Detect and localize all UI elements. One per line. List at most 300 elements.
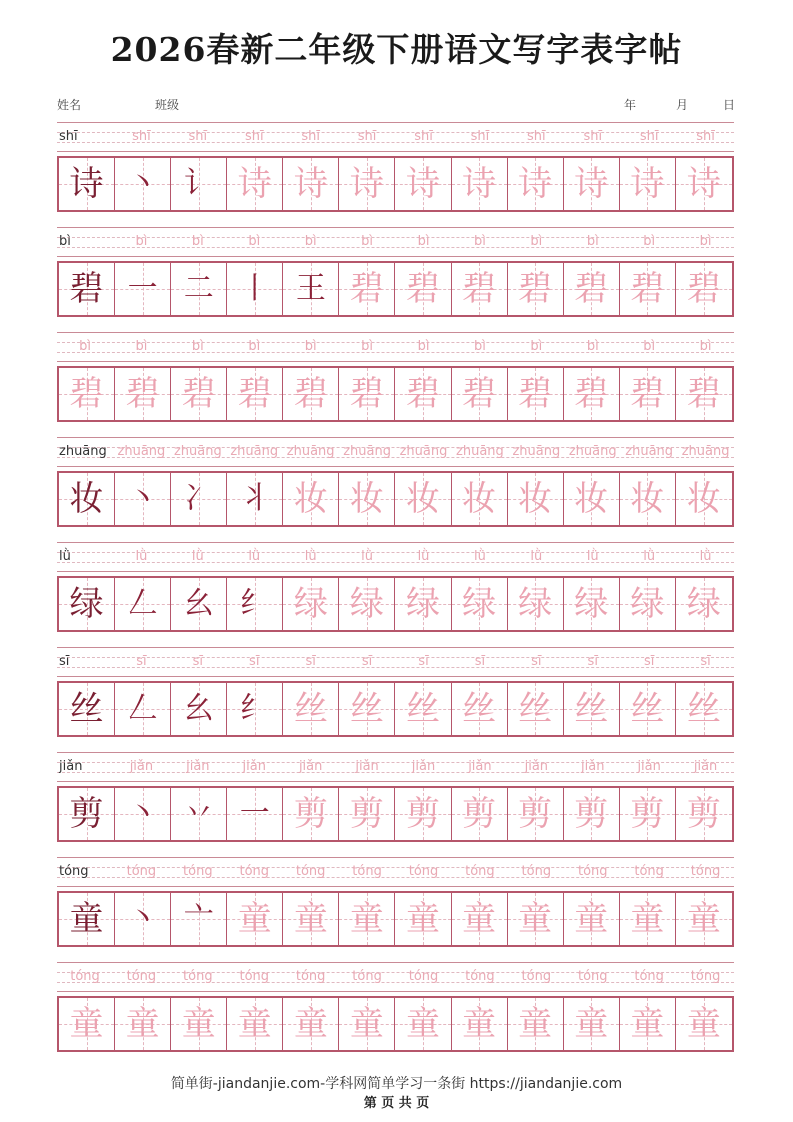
practice-character: 绿 [406,584,440,624]
practice-character: 剪 [406,794,440,834]
pinyin-label: sī [192,654,204,669]
grid-cell[interactable] [339,158,395,210]
grid-cell[interactable] [59,788,115,840]
grid-cell[interactable] [620,158,676,210]
practice-block [57,855,734,960]
pinyin-label: zhuāng [399,444,448,459]
practice-character: 童 [518,899,553,939]
pinyin-label: lǜ [586,549,599,564]
practice-character: 剪 [574,794,609,834]
character-grid-row [57,891,734,947]
practice-character: 童 [686,1004,721,1044]
pinyin-label: bì [304,339,317,354]
practice-character: 剪 [349,794,384,834]
practice-character: 妆 [406,479,440,519]
pinyin-label: tóng [634,864,664,879]
practice-character: 童 [125,1004,160,1044]
practice-character: 诗 [686,164,721,204]
pinyin-label: shī [59,129,78,144]
pinyin-label: shī [301,129,320,144]
practice-character: 童 [349,899,384,939]
pinyin-label: lǜ [643,549,656,564]
practice-character: 诗 [293,164,328,204]
practice-character: 丶 [127,166,158,201]
grid-cell[interactable] [508,998,564,1050]
practice-character: 碧 [518,269,553,309]
practice-character: 剪 [462,794,497,834]
pinyin-label: bì [586,234,599,249]
grid-cell[interactable] [115,998,171,1050]
grid-cell[interactable] [339,998,395,1050]
character-grid-row [57,156,734,212]
pinyin-guide-line [57,227,734,228]
pinyin-label: sī [474,654,486,669]
grid-cell[interactable] [115,683,171,735]
practice-character: 剪 [518,794,553,834]
grid-cell[interactable] [171,263,227,315]
practice-character: 碧 [237,374,272,414]
grid-cell[interactable] [227,998,283,1050]
grid-cell[interactable] [227,683,283,735]
pinyin-label: bì [473,339,486,354]
grid-cell[interactable] [283,263,339,315]
practice-character: 绿 [293,584,328,624]
practice-character: 诗 [462,164,497,204]
pinyin-label: lǜ [135,549,148,564]
pinyin-label: bì [643,234,656,249]
pinyin-label: sī [418,654,429,669]
grid-cell[interactable] [395,578,451,630]
grid-cell[interactable] [508,893,564,945]
grid-cell[interactable] [676,368,732,420]
practice-block [57,120,734,225]
practice-character: 剪 [686,794,721,834]
pinyin-row [57,540,734,572]
practice-character: 剪 [293,794,328,834]
grid-cell[interactable] [620,263,676,315]
practice-character: 碧 [293,374,328,414]
pinyin-label: lǜ [699,549,712,564]
pinyin-guide-line [57,781,734,782]
grid-cell[interactable] [452,473,508,525]
pinyin-row [57,750,734,782]
grid-cell[interactable] [452,998,508,1050]
pinyin-label: shī [132,129,151,144]
grid-cell[interactable] [339,578,395,630]
pinyin-label: bì [699,234,712,249]
grid-cell[interactable] [115,578,171,630]
pinyin-guide-line [57,361,734,362]
practice-character: 诗 [630,164,665,204]
grid-cell[interactable] [676,158,732,210]
practice-character: 诗 [349,164,384,204]
grid-cell[interactable] [283,473,339,525]
pinyin-label: jiǎn [637,759,661,774]
grid-cell[interactable] [115,473,171,525]
pinyin-label: bì [135,339,148,354]
pinyin-label: sī [136,654,147,669]
grid-cell[interactable] [171,893,227,945]
grid-cell[interactable] [676,893,732,945]
grid-cell[interactable] [452,788,508,840]
pinyin-label: jiǎn [242,759,266,774]
pinyin-label: tóng [352,969,382,984]
practice-block [57,225,734,330]
grid-cell[interactable] [676,263,732,315]
grid-cell[interactable] [564,368,620,420]
grid-cell[interactable] [564,263,620,315]
practice-character: 一 [127,271,158,306]
grid-cell[interactable] [452,158,508,210]
pinyin-label: sī [700,654,711,669]
practice-character: 丝 [686,689,721,729]
pinyin-guide-line [57,886,734,887]
character-grid-row [57,681,734,737]
pinyin-label: jiǎn [524,759,549,774]
practice-character: 丝 [518,689,553,729]
practice-character: 丶 [127,481,158,516]
practice-character: 绿 [686,584,721,624]
grid-cell[interactable] [564,683,620,735]
pinyin-label: lǜ [59,549,71,564]
grid-cell[interactable] [676,683,732,735]
pinyin-label: shī [527,129,546,144]
grid-cell[interactable] [395,368,451,420]
pinyin-label: tóng [183,864,213,879]
grid-cell[interactable] [283,368,339,420]
pinyin-row [57,855,734,887]
pinyin-label: jiǎn [411,759,436,774]
pinyin-label: tóng [59,864,89,879]
grid-cell[interactable] [395,998,451,1050]
practice-character: 碧 [518,374,553,414]
grid-cell[interactable] [59,368,115,420]
grid-cell[interactable] [171,368,227,420]
pinyin-guide-line [57,752,734,753]
practice-character: 绿 [574,584,609,624]
pinyin-guide-line [57,151,734,152]
grid-cell[interactable] [508,683,564,735]
grid-cell[interactable] [395,473,451,525]
practice-character: 碧 [406,269,440,309]
pinyin-label: zhuāng [568,444,617,459]
grid-cell[interactable] [620,578,676,630]
character-grid-row [57,366,734,422]
practice-character: 童 [181,1004,216,1044]
practice-character: 妆 [686,479,721,519]
pinyin-label: tóng [634,969,664,984]
grid-cell[interactable] [452,683,508,735]
grid-cell[interactable] [339,788,395,840]
grid-cell[interactable] [227,368,283,420]
grid-cell[interactable] [283,683,339,735]
grid-cell[interactable] [564,158,620,210]
pinyin-guide-line [57,676,734,677]
grid-cell[interactable] [59,893,115,945]
pinyin-label: bì [59,234,71,249]
grid-cell[interactable] [283,893,339,945]
grid-cell[interactable] [59,683,115,735]
grid-cell[interactable] [227,158,283,210]
pinyin-label: sī [643,654,655,669]
pinyin-label: tóng [183,969,213,984]
practice-character: 碧 [574,269,609,309]
pinyin-label: bì [79,339,91,354]
info-row [57,96,737,114]
practice-character: 妆 [69,479,104,519]
pinyin-label: tóng [577,864,608,879]
practice-character: 丨 [239,271,270,306]
practice-character: 碧 [406,374,440,414]
grid-cell[interactable] [452,578,508,630]
pinyin-label: tóng [577,969,608,984]
practice-character: 童 [293,1004,328,1044]
practice-character: 诗 [69,164,104,204]
pinyin-label: lǜ [191,549,204,564]
practice-character: 王 [295,271,326,306]
day-label: 日 [723,98,736,112]
pinyin-label: shī [583,129,603,144]
grid-cell[interactable] [508,788,564,840]
grid-cell[interactable] [508,578,564,630]
pinyin-guide-line [57,332,734,333]
grid-cell[interactable] [283,158,339,210]
grid-cell[interactable] [676,473,732,525]
footer-credit: 简单街-jiandanjie.com-学科网简单学习一条街 https://jiandanjie.com [170,1076,623,1092]
grid-cell[interactable] [171,578,227,630]
grid-cell[interactable] [171,473,227,525]
grid-cell[interactable] [227,578,283,630]
pinyin-label: bì [699,339,712,354]
grid-cell[interactable] [59,578,115,630]
pinyin-label: bì [586,339,599,354]
pinyin-label: jiǎn [581,759,605,774]
grid-cell[interactable] [115,893,171,945]
pinyin-label: jiǎn [355,759,379,774]
grid-cell[interactable] [227,893,283,945]
pinyin-label: sī [59,654,70,669]
practice-character: 童 [237,899,272,939]
grid-cell[interactable] [620,368,676,420]
practice-character: 绿 [630,584,665,624]
practice-character: 碧 [630,269,665,309]
grid-cell[interactable] [115,158,171,210]
practice-character: 丝 [69,689,104,729]
grid-cell[interactable] [115,368,171,420]
month-label: 月 [676,98,689,112]
pinyin-label: tóng [352,864,382,879]
grid-cell[interactable] [564,578,620,630]
grid-cell[interactable] [283,998,339,1050]
grid-cell[interactable] [171,158,227,210]
grid-cell[interactable] [59,998,115,1050]
practice-character: 丝 [630,689,665,729]
practice-character: 童 [462,1004,497,1044]
pinyin-label: tóng [521,864,552,879]
pinyin-label: jiǎn [186,759,210,774]
practice-character: 剪 [630,794,665,834]
year-label: 年 [624,98,637,112]
pinyin-label: lǜ [530,549,543,564]
practice-character: 妆 [518,479,553,519]
pinyin-label: bì [304,234,317,249]
grid-cell[interactable] [171,788,227,840]
grid-cell[interactable] [283,788,339,840]
pinyin-label: zhuāng [512,444,561,459]
grid-cell[interactable] [227,788,283,840]
grid-cell[interactable] [115,788,171,840]
grid-cell[interactable] [508,368,564,420]
practice-character: 丝 [293,689,328,729]
pinyin-label: zhuāng [456,444,504,459]
grid-cell[interactable] [620,998,676,1050]
pinyin-row [57,645,734,677]
grid-cell[interactable] [564,788,620,840]
grid-cell[interactable] [620,893,676,945]
practice-character: 一 [239,796,270,831]
practice-character: 童 [574,899,609,939]
pinyin-row [57,330,734,362]
grid-cell[interactable] [620,683,676,735]
practice-character: 碧 [686,374,721,414]
grid-cell[interactable] [339,893,395,945]
pinyin-guide-line [57,122,734,123]
grid-cell[interactable] [115,263,171,315]
grid-cell[interactable] [227,473,283,525]
practice-character: 幺 [183,586,214,621]
pinyin-label: bì [643,339,656,354]
grid-cell[interactable] [676,578,732,630]
pinyin-label: tóng [295,864,326,879]
grid-cell[interactable] [171,683,227,735]
pinyin-label: tóng [295,969,326,984]
pinyin-label: lǜ [304,549,317,564]
grid-cell[interactable] [452,368,508,420]
practice-character: 童 [630,899,665,939]
pinyin-label: jiǎn [59,759,83,774]
pinyin-guide-line [57,437,734,438]
grid-cell[interactable] [171,998,227,1050]
grid-cell[interactable] [676,998,732,1050]
grid-cell[interactable] [227,263,283,315]
grid-cell[interactable] [620,473,676,525]
grid-cell[interactable] [339,683,395,735]
grid-cell[interactable] [339,368,395,420]
practice-character: 碧 [69,374,104,414]
grid-cell[interactable] [59,158,115,210]
pinyin-label: zhuāng [286,444,335,459]
pinyin-label: lǜ [361,549,373,564]
practice-character: 妆 [630,479,665,519]
grid-cell[interactable] [452,263,508,315]
pinyin-label: bì [530,339,543,354]
grid-cell[interactable] [508,473,564,525]
grid-cell[interactable] [564,893,620,945]
pinyin-label: tóng [465,969,495,984]
pinyin-label: lǜ [248,549,261,564]
grid-cell[interactable] [395,788,451,840]
pinyin-label: shī [357,129,377,144]
grid-cell[interactable] [339,473,395,525]
pinyin-label: zhuāng [117,444,166,459]
practice-character: 童 [349,1004,384,1044]
practice-character: 诗 [518,164,553,204]
pinyin-label: shī [188,129,208,144]
grid-cell[interactable] [564,473,620,525]
pinyin-label: lǜ [417,549,430,564]
practice-character: 碧 [125,374,160,414]
practice-block [57,645,734,750]
practice-character: 碧 [630,374,665,414]
pinyin-label: bì [248,339,261,354]
grid-cell[interactable] [59,473,115,525]
pinyin-label: bì [191,234,204,249]
pinyin-guide-line [57,466,734,467]
pinyin-label: tóng [408,969,439,984]
character-grid-row [57,261,734,317]
practice-character: 幺 [183,691,214,726]
pinyin-row [57,960,734,992]
grid-cell[interactable] [339,263,395,315]
practice-character: 丷 [183,796,214,831]
practice-character: 剪 [69,794,104,834]
practice-character: 童 [293,899,328,939]
practice-character: 诗 [406,164,440,204]
practice-character: 亠 [183,901,214,936]
grid-cell[interactable] [395,893,451,945]
grid-cell[interactable] [395,263,451,315]
grid-cell[interactable] [620,788,676,840]
name-label: 姓名 [57,98,82,112]
pinyin-label: sī [531,654,542,669]
practice-character: 诗 [574,164,609,204]
practice-character: 妆 [574,479,609,519]
practice-character: 碧 [574,374,609,414]
grid-cell[interactable] [395,683,451,735]
practice-block [57,750,734,855]
grid-cell[interactable] [508,263,564,315]
practice-character: 碧 [181,374,216,414]
grid-cell[interactable] [676,788,732,840]
practice-character: 童 [630,1004,665,1044]
pinyin-label: tóng [239,864,270,879]
grid-cell[interactable] [508,158,564,210]
character-grid-row [57,471,734,527]
grid-cell[interactable] [283,578,339,630]
practice-block [57,435,734,540]
pinyin-label: jiǎn [298,759,323,774]
grid-cell[interactable] [452,893,508,945]
practice-character: 丝 [349,689,384,729]
practice-character: 童 [686,899,721,939]
practice-character: 妆 [293,479,328,519]
pinyin-label: shī [244,129,264,144]
practice-character: 童 [69,1004,104,1044]
pinyin-row [57,225,734,257]
pinyin-label: shī [414,129,433,144]
pinyin-label: jiǎn [468,759,492,774]
pinyin-guide-line [57,962,734,963]
practice-character: 童 [574,1004,609,1044]
pinyin-label: zhuāng [343,444,391,459]
practice-character: 𠃋 [127,586,158,621]
pinyin-guide-line [57,256,734,257]
grid-cell[interactable] [395,158,451,210]
practice-character: 丶 [127,901,158,936]
grid-cell[interactable] [59,263,115,315]
grid-cell[interactable] [564,998,620,1050]
class-label: 班级 [155,98,180,112]
